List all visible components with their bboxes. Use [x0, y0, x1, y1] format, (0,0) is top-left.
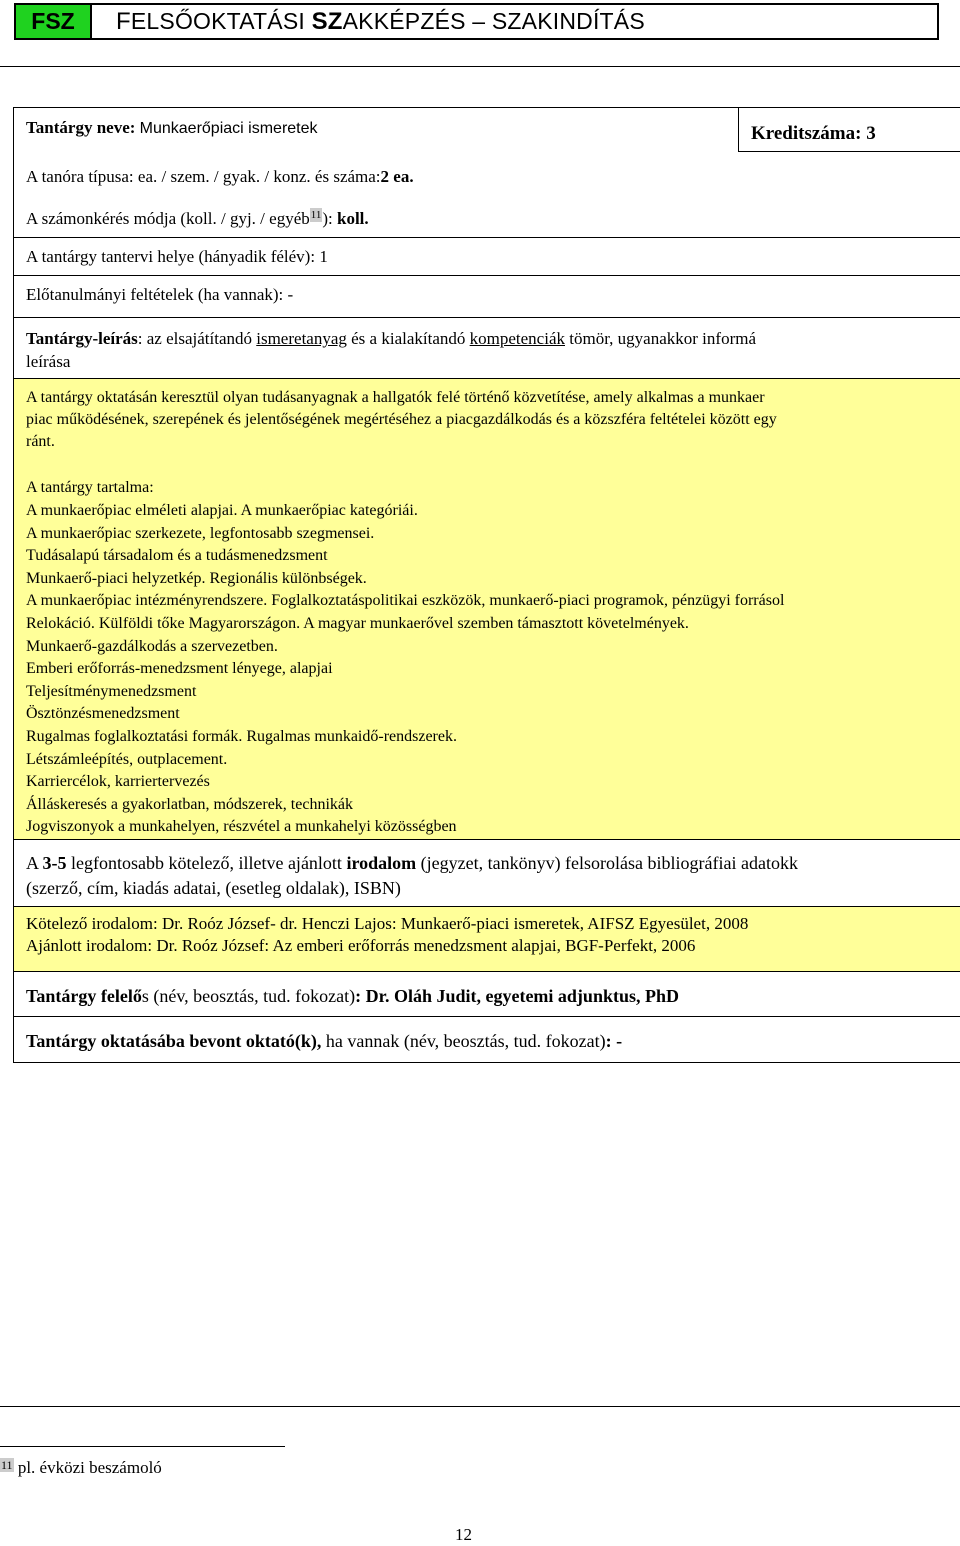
document-header: [14, 3, 939, 40]
content-item: A munkaerőpiac szerkezete, legfontosabb szegmensei.: [26, 524, 375, 542]
subject-form: [13, 107, 960, 1063]
credits-box: [738, 108, 960, 152]
intro-line: A tantárgy oktatásán keresztül olyan tudásanyagnak a hallgatók felé történő közvetítése, amely alkalmas a munkaer: [26, 389, 765, 406]
assessment-row: A számonkérés módja (koll. / gyj. / egyéb11): koll.: [26, 209, 369, 228]
footnote-separator: [0, 1446, 285, 1447]
prerequisites-row: Előtanulmányi feltételek (ha vannak): -: [26, 285, 294, 304]
divider: [14, 1016, 960, 1017]
description-label: Tantárgy-leírás: az elsajátítandó ismeretanyag és a kialakítandó kompetenciák tömör, ugyanakkor informá: [26, 329, 756, 348]
class-type-row: A tanóra típusa: ea. / szem. / gyak. / konz. és száma:2 ea.: [26, 167, 414, 186]
divider: [14, 275, 960, 276]
teachers-row: Tantárgy oktatásába bevont oktató(k), ha vannak (név, beosztás, tud. fokozat): -: [26, 1031, 623, 1051]
content-item: Relokáció. Külföldi tőke Magyarországon. A magyar munkaerővel szemben támasztott követelmények.: [26, 615, 689, 632]
content-item: Munkaerő-gazdálkodás a szervezetben.: [26, 637, 278, 655]
footer-rule: [0, 1406, 960, 1407]
content-item: Karriercélok, karriertervezés: [26, 773, 210, 791]
intro-line: ránt.: [26, 433, 55, 450]
subject-name-row: Tantárgy neve: Munkaerőpiaci ismeretek: [26, 118, 318, 137]
fsz-logo: FSZ: [16, 5, 92, 38]
content-item: Létszámleépítés, outplacement.: [26, 750, 228, 768]
page-number: 12: [455, 1525, 472, 1544]
credits-text: Kreditszáma: 3: [751, 123, 876, 144]
content-item: Jogviszonyok a munkahelyen, részvétel a munkahelyi közösségben: [26, 818, 457, 836]
content-item: A munkaerőpiac intézményrendszere. Foglalkoztatáspolitikai eszközök, munkaerő-piaci programok, pénzügyi forrásol: [26, 592, 785, 610]
description-block: [14, 378, 960, 840]
curriculum-place-row: A tantárgy tantervi helye (hányadik félév): 1: [26, 247, 328, 266]
content-item: A munkaerőpiac elméleti alapjai. A munkaerőpiac kategóriái.: [26, 502, 418, 519]
required-literature: Kötelező irodalom: Dr. Roóz József- dr. Henczi Lajos: Munkaerő-piaci ismeretek, AIFSZ Egyesület, 2008: [26, 914, 749, 933]
intro-line: piac működésének, szerepének és jelentőségének megértéséhez a piacgazdálkodás és a közszféra feltételei között egy: [26, 411, 777, 428]
content-item: Munkaerő-piaci helyzetkép. Regionális különbségek.: [26, 569, 367, 587]
literature-label-cont: (szerző, cím, kiadás adatai, (esetleg oldalak), ISBN): [26, 878, 401, 898]
content-heading: A tantárgy tartalma:: [26, 479, 154, 496]
content-item: Álláskeresés a gyakorlatban, módszerek, technikák: [26, 795, 353, 813]
recommended-literature: Ajánlott irodalom: Dr. Roóz József: Az emberi erőforrás menedzsment alapjai, BGF-Perfekt, 2006: [26, 936, 696, 955]
literature-label: A 3-5 legfontosabb kötelező, illetve ajánlott irodalom (jegyzet, tankönyv) felsorolása bibliográfiai adatokk: [26, 853, 798, 873]
header-title: FELSŐOKTATÁSI SZAKKÉPZÉS – SZAKINDÍTÁS: [116, 8, 645, 35]
literature-block: [14, 906, 960, 972]
responsible-row: Tantárgy felelős (név, beosztás, tud. fokozat): Dr. Oláh Judit, egyetemi adjunktus, PhD: [26, 986, 679, 1006]
description-label-cont: leírása: [26, 352, 71, 371]
content-item: Rugalmas foglalkoztatási formák. Rugalmas munkaidő-rendszerek.: [26, 728, 457, 745]
content-item: Teljesítménymenedzsment: [26, 682, 197, 700]
divider: [14, 237, 960, 238]
footnote: 11 pl. évközi beszámoló: [1, 1458, 162, 1477]
divider: [14, 317, 960, 318]
content-item: Emberi erőforrás-menedzsment lényege, alapjai: [26, 660, 333, 678]
content-item: Tudásalapú társadalom és a tudásmenedzsment: [26, 547, 328, 565]
header-rule: [0, 66, 960, 67]
footnote-ref: 11: [310, 209, 322, 221]
content-item: Ösztönzésmenedzsment: [26, 705, 180, 723]
divider: [14, 1062, 960, 1063]
